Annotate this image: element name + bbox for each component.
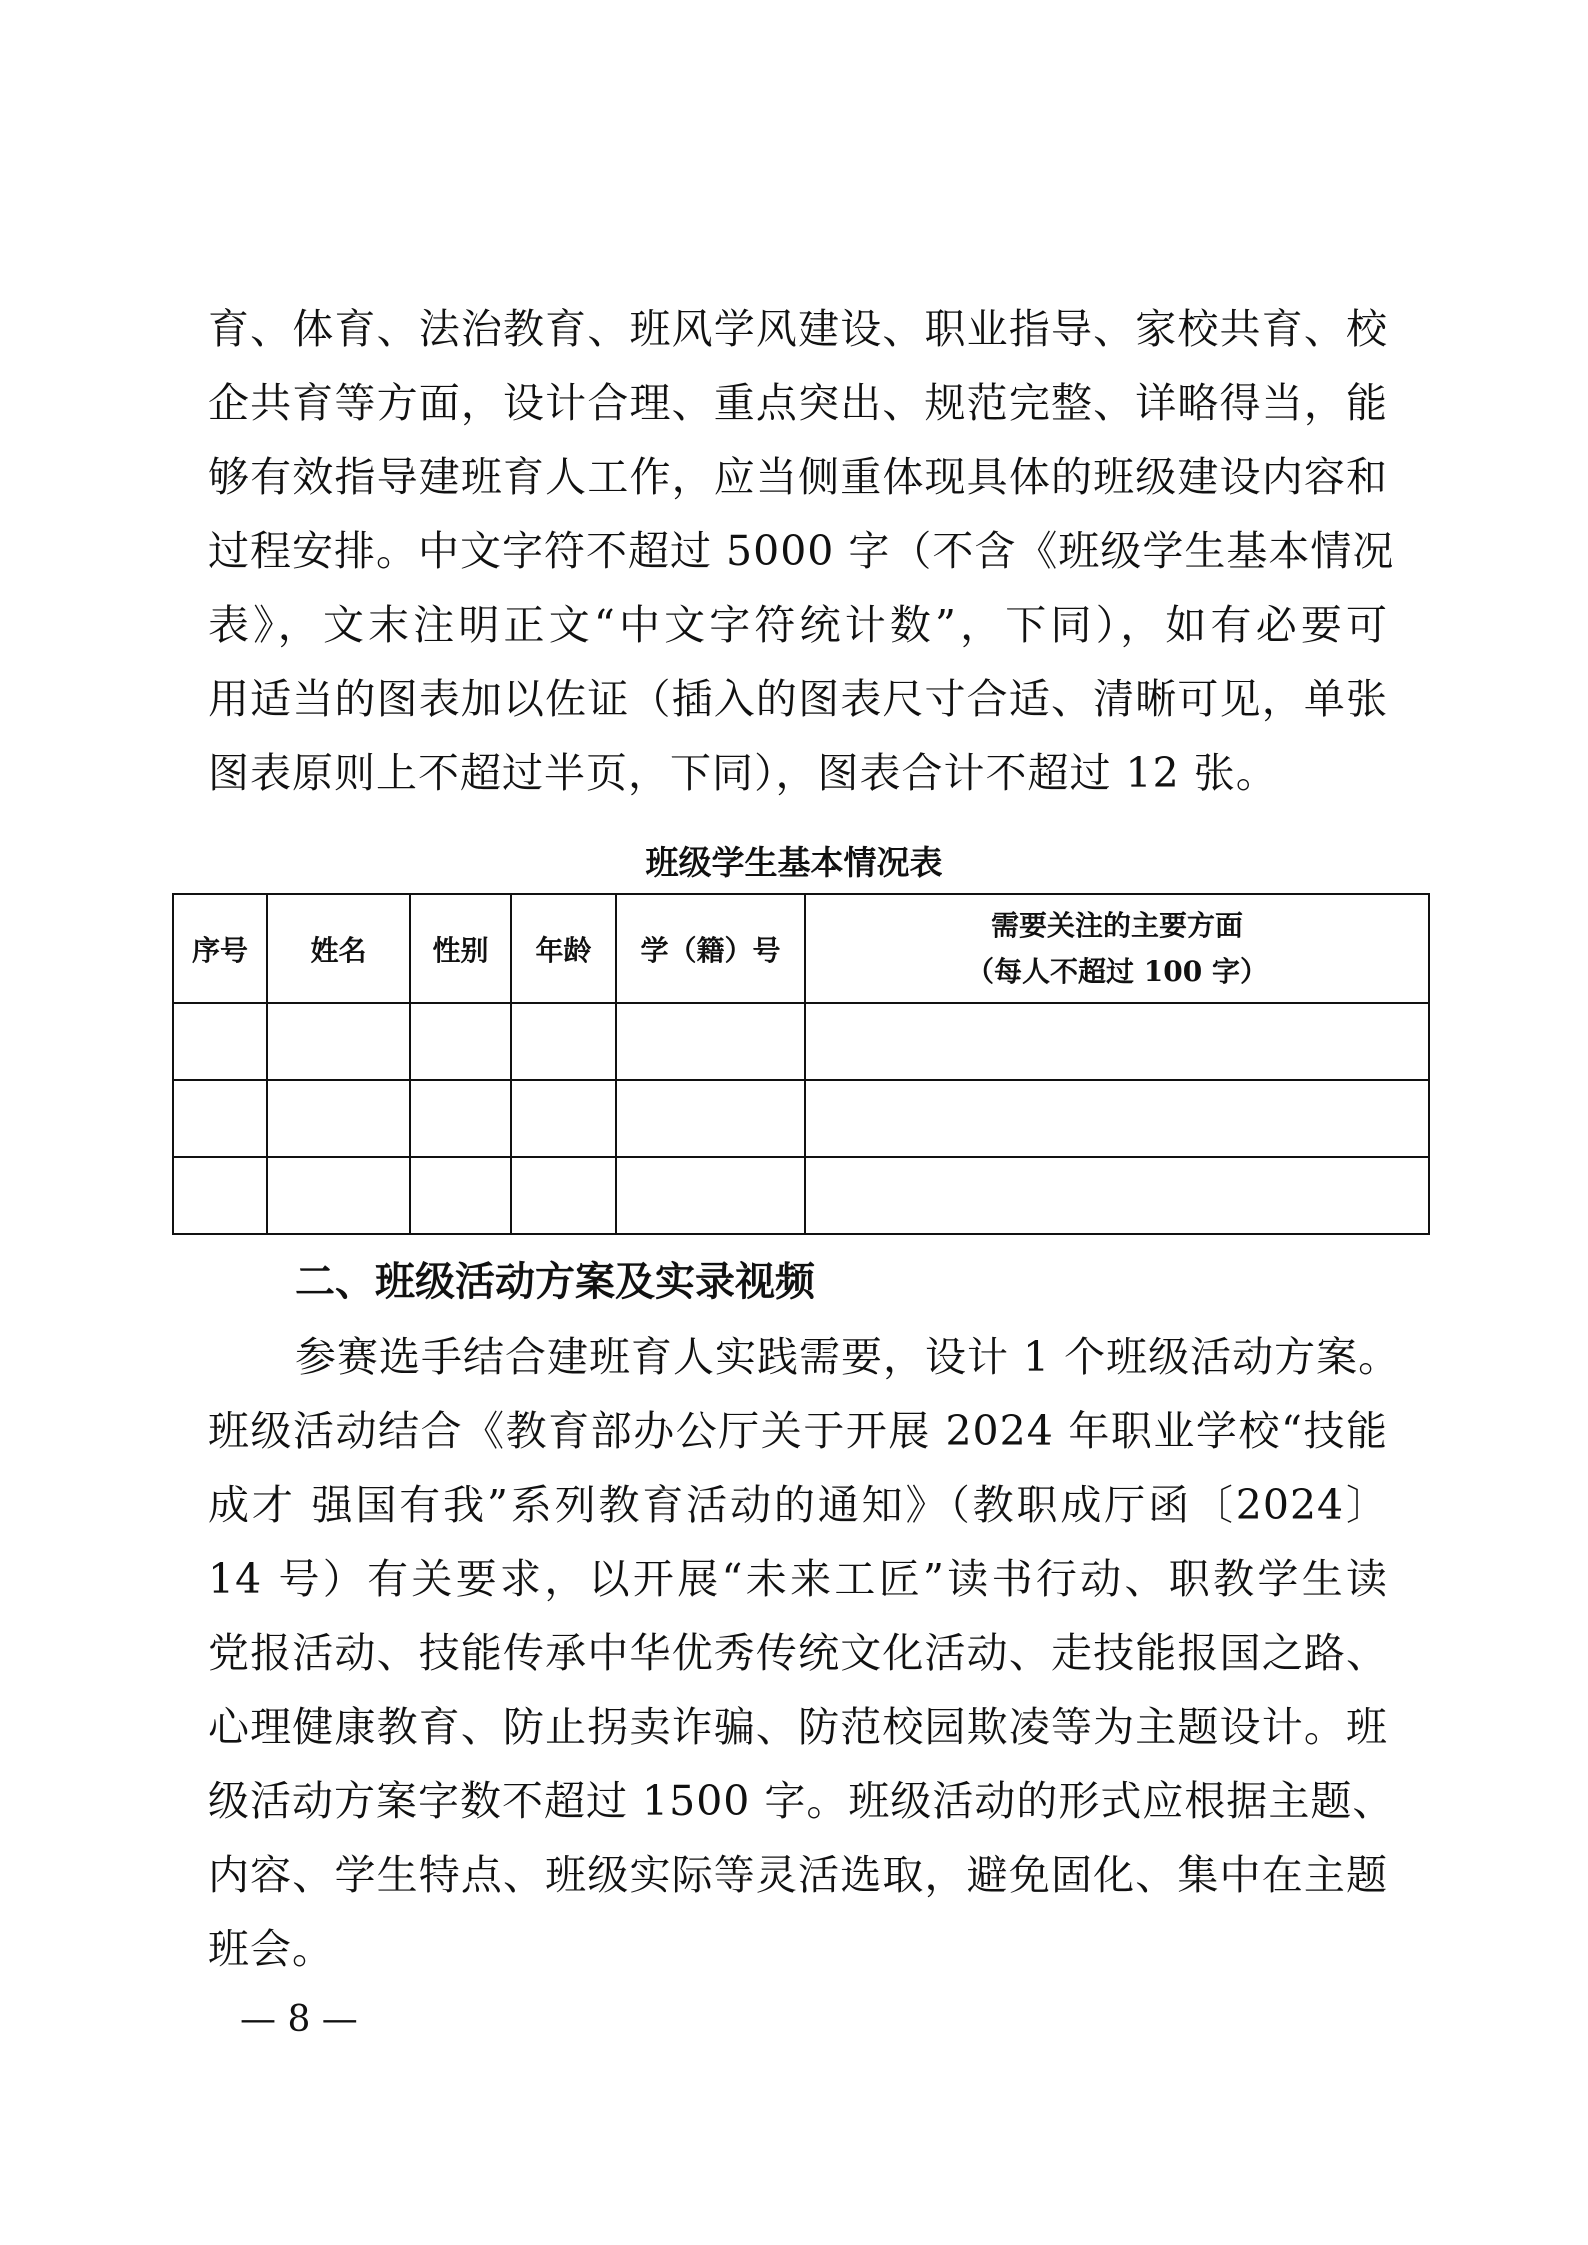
table-cell	[267, 1003, 410, 1080]
table-row	[173, 1003, 1429, 1080]
table-cell	[410, 1003, 511, 1080]
header-student-id: 学（籍）号	[616, 894, 805, 1003]
paragraph-line: 用适当的图表加以佐证（插入的图表尺寸合适、清晰可见，单张	[208, 675, 1388, 723]
paragraph-line: 级活动方案字数不超过 1500 字。班级活动的形式应根据主题、	[208, 1777, 1395, 1825]
paragraph-line: 图表原则上不超过半页，下同），图表合计不超过 12 张。	[208, 749, 1278, 797]
header-key-concerns	[805, 894, 1429, 1003]
table-cell	[616, 1157, 805, 1234]
paragraph-line: 企共育等方面，设计合理、重点突出、规范完整、详略得当，能	[208, 379, 1388, 427]
table-cell	[511, 1080, 616, 1157]
table-cell	[805, 1003, 1429, 1080]
table-cell	[410, 1157, 511, 1234]
paragraph-line: 班会。	[208, 1925, 334, 1973]
student-info-table	[172, 893, 1430, 1235]
table-cell	[805, 1157, 1429, 1234]
table-cell	[616, 1080, 805, 1157]
table-row	[173, 1157, 1429, 1234]
header-name: 姓名	[267, 894, 410, 1003]
header-serial-number: 序号	[173, 894, 267, 1003]
paragraph-line: 班级活动结合《教育部办公厅关于开展 2024 年职业学校“技能	[208, 1407, 1388, 1455]
table-cell	[267, 1157, 410, 1234]
table-cell	[173, 1080, 267, 1157]
page-number: — 8 —	[240, 1999, 358, 2040]
table-cell	[173, 1003, 267, 1080]
table-cell	[616, 1003, 805, 1080]
table-cell	[805, 1080, 1429, 1157]
table-cell	[173, 1157, 267, 1234]
header-age: 年龄	[511, 894, 616, 1003]
paragraph-line: 党报活动、技能传承中华优秀传统文化活动、走技能报国之路、	[208, 1629, 1388, 1677]
paragraph-line: 参赛选手结合建班育人实践需要，设计 1 个班级活动方案。	[295, 1333, 1401, 1381]
paragraph-line: 成才 强国有我”系列教育活动的通知》（教职成厅函〔2024〕	[208, 1481, 1388, 1529]
table-cell	[410, 1080, 511, 1157]
paragraph-line: 表》，文末注明正文“中文字符统计数”，下同），如有必要可	[208, 601, 1388, 649]
table-cell	[511, 1003, 616, 1080]
paragraph-line: 14 号）有关要求，以开展“未来工匠”读书行动、职教学生读	[208, 1555, 1388, 1603]
section-heading: 二、班级活动方案及实录视频	[295, 1259, 815, 1305]
paragraph-line: 过程安排。中文字符不超过 5000 字（不含《班级学生基本情况	[208, 527, 1395, 575]
table-cell	[267, 1080, 410, 1157]
table-title: 班级学生基本情况表	[645, 843, 943, 882]
table-header-row	[173, 894, 1429, 1003]
paragraph-line: 育、体育、法治教育、班风学风建设、职业指导、家校共育、校	[208, 305, 1388, 353]
paragraph-line: 内容、学生特点、班级实际等灵活选取，避免固化、集中在主题	[208, 1851, 1388, 1899]
paragraph-line: 够有效指导建班育人工作，应当侧重体现具体的班级建设内容和	[208, 453, 1388, 501]
header-key-concerns-line1: 需要关注的主要方面	[990, 908, 1243, 942]
header-gender: 性别	[410, 894, 511, 1003]
table-row	[173, 1080, 1429, 1157]
table-cell	[511, 1157, 616, 1234]
paragraph-line: 心理健康教育、防止拐卖诈骗、防范校园欺凌等为主题设计。班	[208, 1703, 1388, 1751]
header-key-concerns-line2: （每人不超过 100 字）	[966, 954, 1268, 988]
